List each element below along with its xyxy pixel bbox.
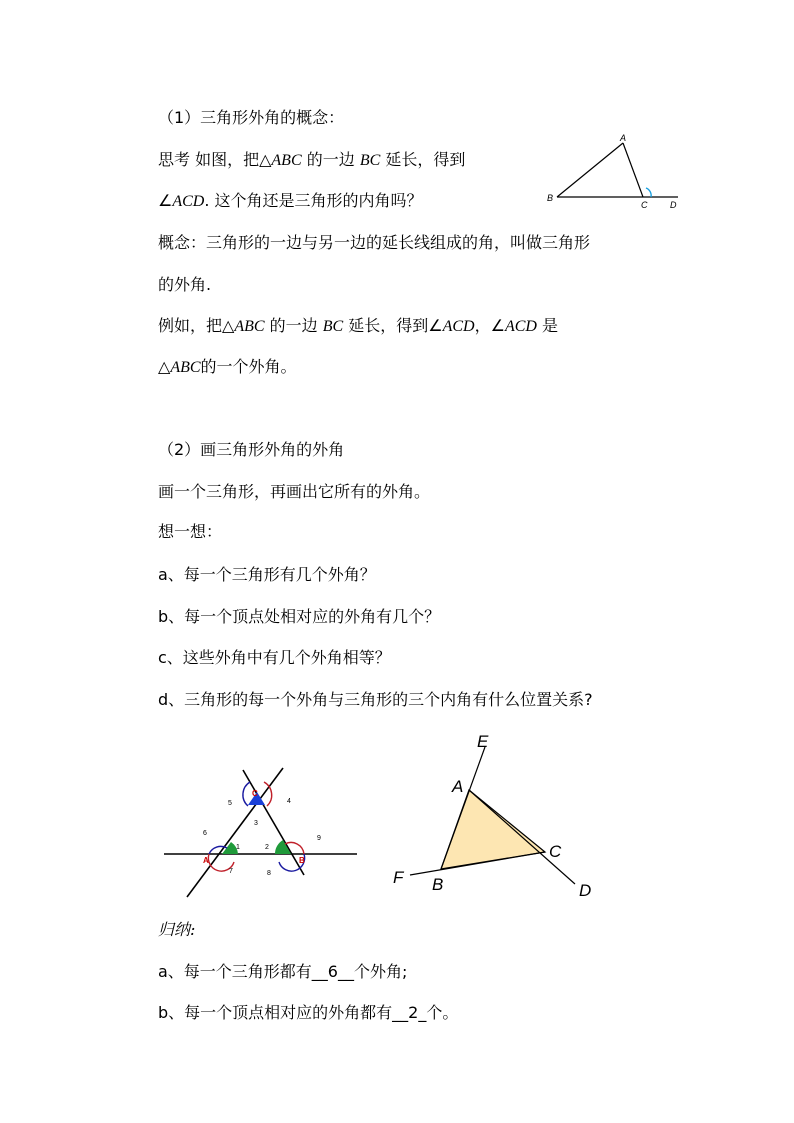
line-through-ac — [187, 768, 283, 897]
label-b: B — [547, 193, 554, 203]
label-vertex-b: B — [299, 856, 305, 865]
example-text: 是 — [536, 316, 559, 335]
label-angle-9: 9 — [317, 835, 321, 842]
label-b: B — [432, 875, 444, 894]
label-d: D — [579, 881, 592, 900]
label-vertex-a: A — [203, 856, 209, 865]
triangle-abc: ABC — [271, 152, 302, 169]
think-title: 想一想： — [158, 522, 223, 541]
angle-acd: ACD — [504, 318, 537, 335]
example-line-2 — [158, 357, 297, 378]
label-c: C — [549, 842, 562, 861]
summary-title: 归纳: — [158, 920, 196, 939]
angle-text: . 这个角还是三角形的内角吗？ — [204, 191, 423, 210]
label-angle-7: 7 — [229, 868, 233, 875]
label-vertex-c: C — [252, 789, 258, 798]
example-text: 例如，把△ — [158, 316, 235, 335]
triangle-abc: ABC — [170, 359, 201, 376]
example-text: 的一边 — [264, 316, 323, 335]
triangle-abc-fill — [441, 790, 545, 869]
angle-acd: ACD — [172, 193, 205, 210]
label-angle-1: 1 — [236, 844, 240, 851]
question-c: c、这些外角中有几个外角相等？ — [158, 648, 391, 667]
label-d: D — [670, 200, 677, 210]
exterior-angle-5-arc — [243, 782, 250, 806]
example-line — [158, 316, 558, 337]
label-angle-8: 8 — [267, 870, 271, 877]
example-text: 的一个外角。 — [200, 357, 297, 376]
think-text: 的一边 — [301, 150, 360, 169]
segment-bc: BC — [359, 152, 381, 169]
label-c: C — [641, 200, 648, 210]
label-angle-5: 5 — [228, 800, 232, 807]
think-line — [158, 150, 465, 171]
label-angle-6: 6 — [203, 830, 207, 837]
segment-bc: BC — [322, 318, 344, 335]
shaded-triangle-figure — [385, 730, 605, 900]
triangle-abc: ABC — [234, 318, 265, 335]
concept-line-1: 概念：三角形的一边与另一边的延长线组成的角，叫做三角形 — [158, 233, 591, 252]
label-a: A — [452, 777, 464, 796]
example-text: ，∠ — [474, 316, 505, 335]
instruction-line: 画一个三角形，再画出它所有的外角。 — [158, 482, 431, 501]
angle-acd: ACD — [442, 318, 475, 335]
question-b: b、每一个顶点处相对应的外角有几个？ — [158, 607, 441, 626]
label-e: E — [477, 732, 489, 751]
summary-b: b、每一个顶点相对应的外角都有__2_个。 — [158, 1003, 459, 1022]
side-ac — [623, 143, 643, 197]
think-text: 思考 如图，把△ — [158, 150, 272, 169]
angle-question-line — [158, 191, 423, 212]
label-angle-3: 3 — [254, 820, 258, 827]
think-text: 延长，得到 — [380, 150, 466, 169]
side-ab — [557, 143, 623, 197]
example-text: △ — [158, 357, 171, 376]
line-through-bc — [243, 770, 304, 875]
label-angle-2: 2 — [265, 844, 269, 851]
angle-acd-arc — [646, 188, 651, 197]
example-text: 延长，得到∠ — [343, 316, 443, 335]
label-a: A — [620, 133, 627, 143]
summary-a: a、每一个三角形都有__6__个外角; — [158, 962, 408, 981]
question-a: a、每一个三角形有几个外角？ — [158, 565, 376, 584]
all-exterior-angles-figure — [160, 765, 360, 900]
angle-text: ∠ — [158, 191, 173, 210]
question-d: d、三角形的每一个外角与三角形的三个内角有什么位置关系? — [158, 690, 593, 709]
concept-line-2: 的外角. — [158, 275, 212, 294]
label-f: F — [393, 868, 404, 887]
label-angle-4: 4 — [287, 798, 291, 805]
exterior-angle-figure — [540, 128, 700, 218]
section2-heading: （2）画三角形外角的外角 — [158, 440, 345, 459]
section1-heading: （1）三角形外角的概念： — [158, 108, 345, 127]
